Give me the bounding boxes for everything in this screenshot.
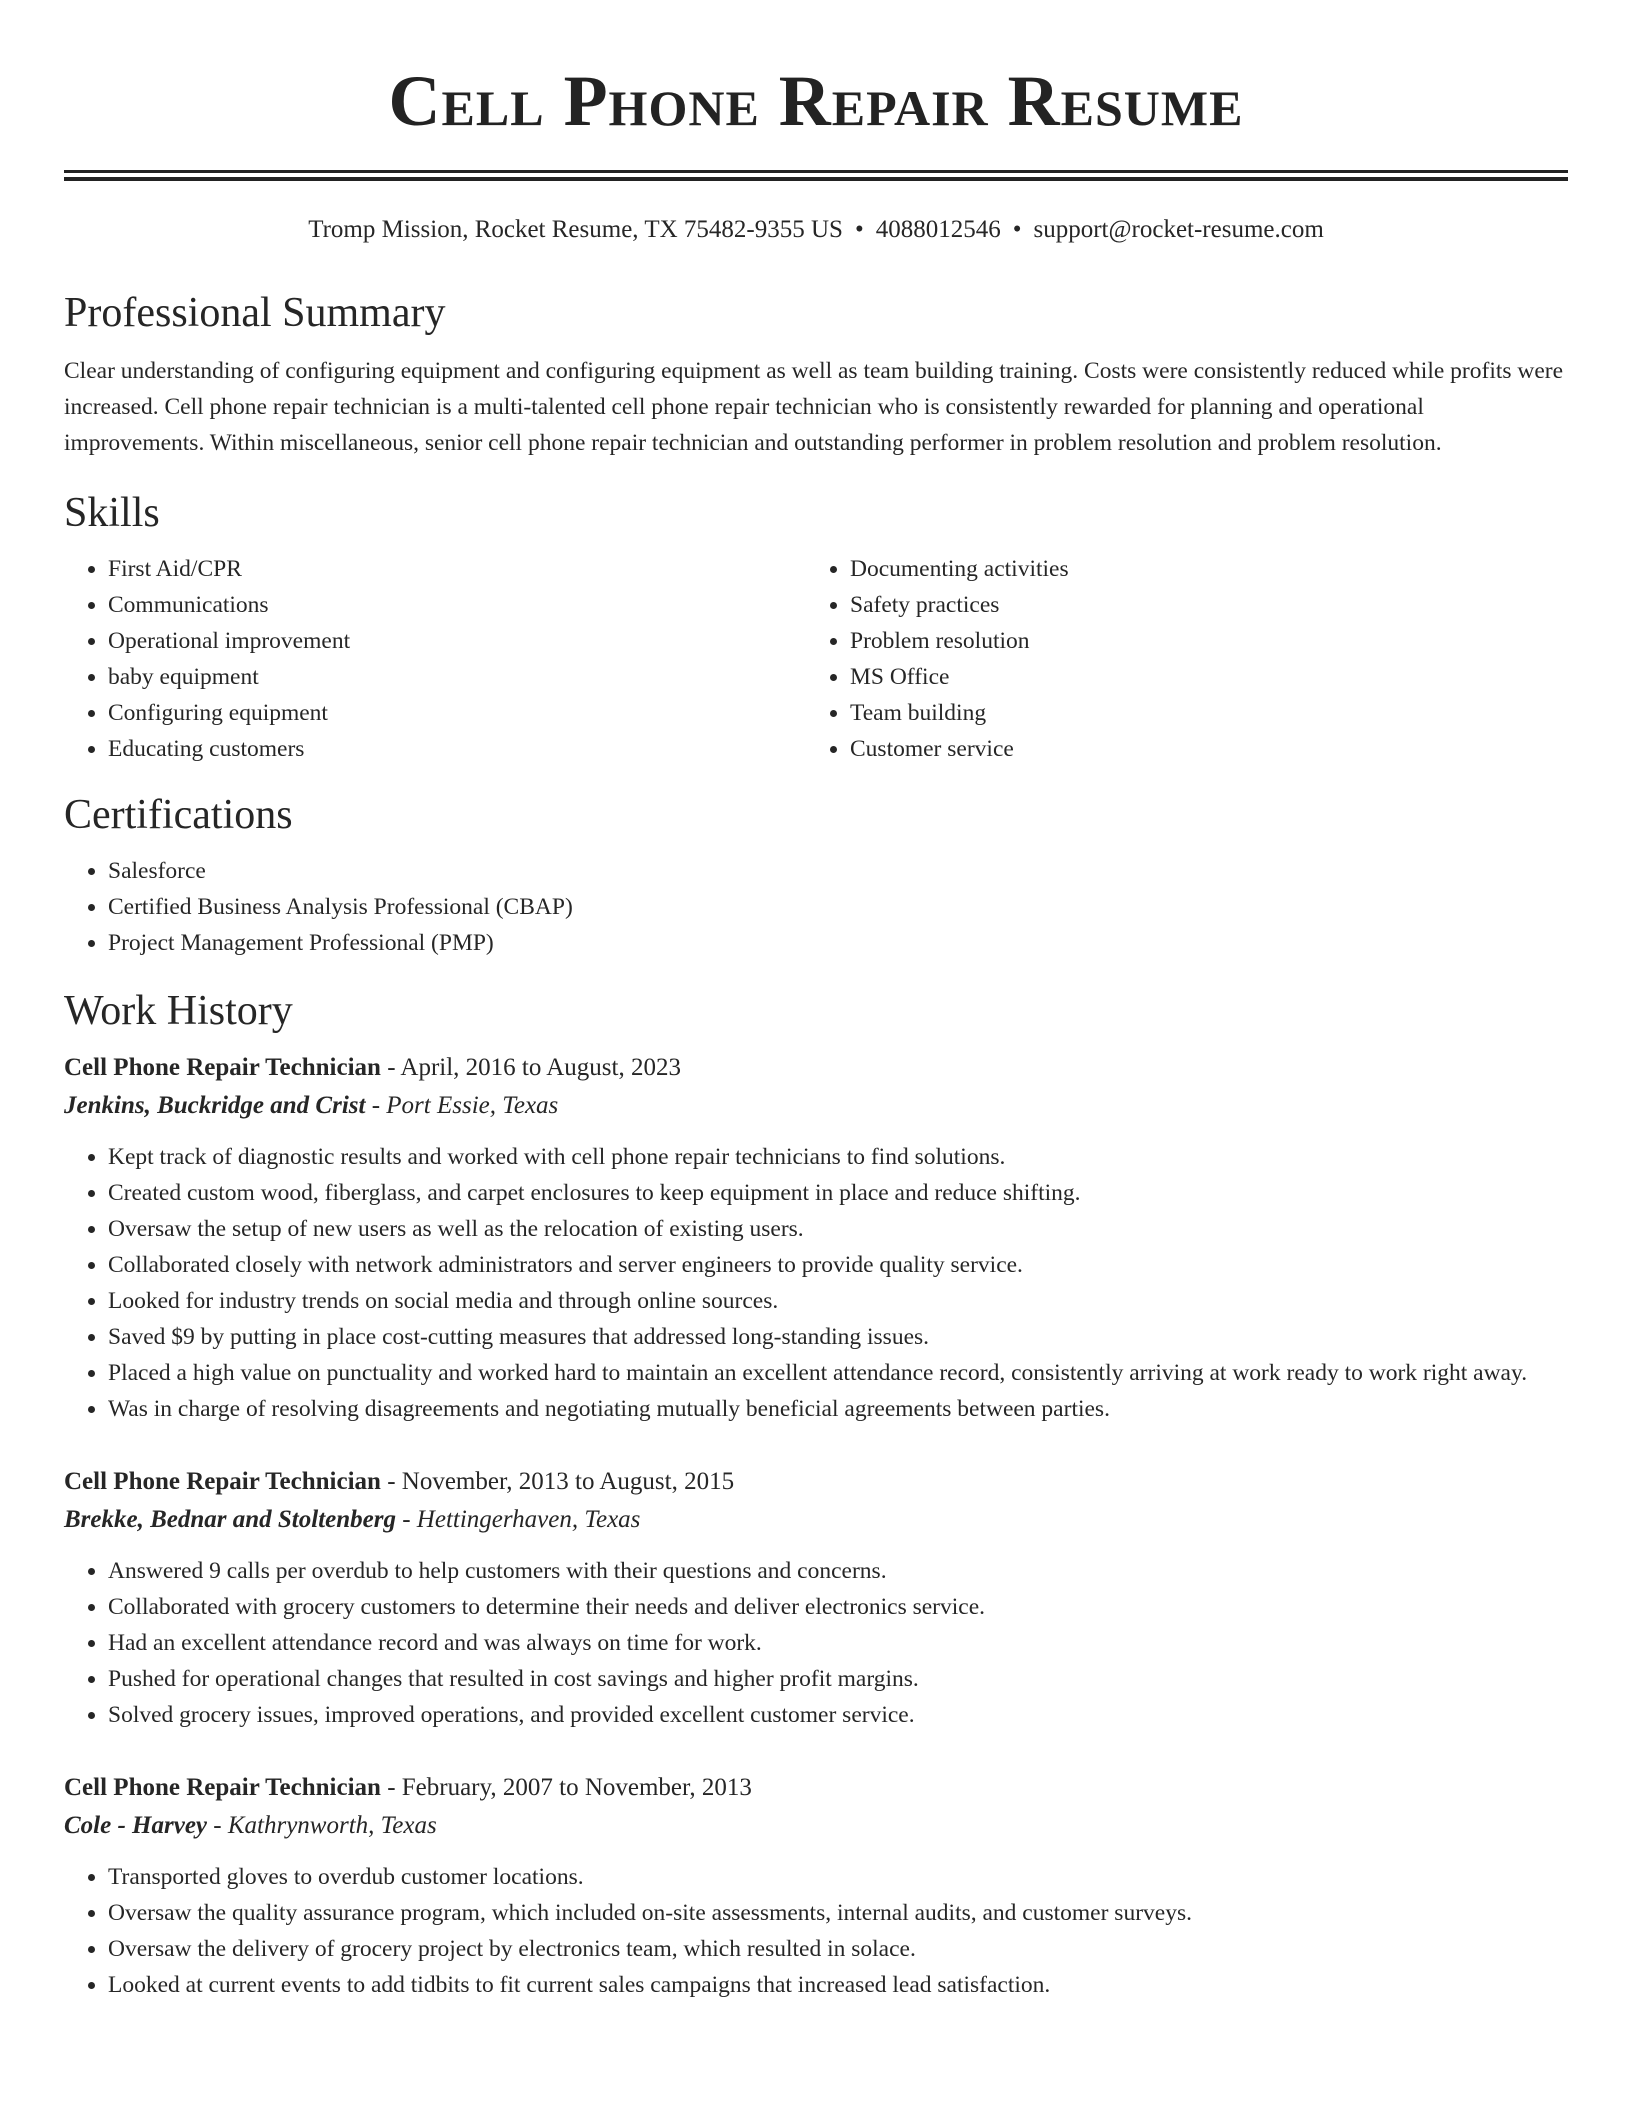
skills-grid [64, 551, 1568, 767]
certification-item: • Project Management Professional (PMP) [108, 925, 1568, 961]
job-company: Cole - Harvey [64, 1812, 208, 1839]
job-bullet: • Collaborated closely with network administrators and server engineers to provide quality service. [108, 1247, 1568, 1283]
job-dates: - April, 2016 to August, 2023 [380, 1054, 681, 1081]
job-entry [64, 1049, 1568, 1427]
job-bullet: • Saved $9 by putting in place cost-cutting measures that addressed long-standing issues. [108, 1319, 1568, 1355]
job-company-line [64, 1807, 1568, 1845]
skill-item: • Customer service [850, 731, 1568, 767]
job-bullet: • Collaborated with grocery customers to determine their needs and deliver electronics service. [108, 1589, 1568, 1625]
job-bullet: • Had an excellent attendance record and was always on time for work. [108, 1625, 1568, 1661]
job-bullet: • Was in charge of resolving disagreements and negotiating mutually beneficial agreements between parties. [108, 1391, 1568, 1427]
skills-heading: Skills [64, 490, 160, 536]
job-location: - Kathrynworth, Texas [207, 1812, 437, 1839]
job-bullet: • Oversaw the delivery of grocery project by electronics team, which resulted in solace. [108, 1931, 1568, 1967]
job-bullet-list [64, 1553, 1568, 1733]
job-entry [64, 1769, 1568, 2003]
certifications-heading: Certifications [64, 792, 293, 838]
job-location: - Port Essie, Texas [365, 1092, 559, 1119]
certifications-list [64, 853, 1568, 961]
certification-item: • Certified Business Analysis Professional (CBAP) [108, 889, 1568, 925]
skill-item: • Team building [850, 695, 1568, 731]
job-bullet-list [64, 1859, 1568, 2003]
job-bullet: • Oversaw the setup of new users as well as the relocation of existing users. [108, 1211, 1568, 1247]
job-bullet-list [64, 1139, 1568, 1427]
job-bullet: • Looked for industry trends on social media and through online sources. [108, 1283, 1568, 1319]
job-title: Cell Phone Repair Technician [64, 1774, 381, 1801]
job-dates: - February, 2007 to November, 2013 [380, 1774, 752, 1801]
skills-list-left [64, 551, 806, 767]
skills-list-right [806, 551, 1568, 767]
title-double-rule [64, 170, 1568, 181]
job-title: Cell Phone Repair Technician [64, 1054, 381, 1081]
job-bullet: • Oversaw the quality assurance program, which included on-site assessments, internal audits, and customer surveys. [108, 1895, 1568, 1931]
job-bullet: • Answered 9 calls per overdub to help customers with their questions and concerns. [108, 1553, 1568, 1589]
summary-heading: Professional Summary [64, 290, 446, 336]
contact-line [64, 213, 1568, 247]
skill-item: • Operational improvement [108, 623, 806, 659]
contact-separator: • [854, 216, 864, 243]
work-history-heading: Work History [64, 988, 293, 1034]
job-company-line [64, 1501, 1568, 1539]
job-title-line [64, 1769, 1568, 1807]
job-bullet: • Created custom wood, fiberglass, and carpet enclosures to keep equipment in place and reduce shifting. [108, 1175, 1568, 1211]
contact-phone: 4088012546 [875, 216, 1001, 243]
job-bullet: • Pushed for operational changes that resulted in cost savings and higher profit margins. [108, 1661, 1568, 1697]
job-company-line [64, 1087, 1568, 1125]
skill-item: • MS Office [850, 659, 1568, 695]
skill-item: • Documenting activities [850, 551, 1568, 587]
job-company: Brekke, Bednar and Stoltenberg [64, 1506, 396, 1533]
job-location: - Hettingerhaven, Texas [395, 1506, 641, 1533]
skill-item: • Problem resolution [850, 623, 1568, 659]
skill-item: • baby equipment [108, 659, 806, 695]
contact-email: support@rocket-resume.com [1033, 216, 1324, 243]
job-bullet: • Transported gloves to overdub customer locations. [108, 1859, 1568, 1895]
job-title: Cell Phone Repair Technician [64, 1468, 381, 1495]
skill-item: • Safety practices [850, 587, 1568, 623]
job-company: Jenkins, Buckridge and Crist [64, 1092, 366, 1119]
job-dates: - November, 2013 to August, 2015 [380, 1468, 735, 1495]
job-entry [64, 1463, 1568, 1733]
resume-title: Cell Phone Repair Resume [388, 61, 1244, 141]
contact-separator: • [1012, 216, 1022, 243]
skill-item: • Configuring equipment [108, 695, 806, 731]
skill-item: • Educating customers [108, 731, 806, 767]
job-bullet: • Looked at current events to add tidbits to fit current sales campaigns that increased lead satisfaction. [108, 1967, 1568, 2003]
job-bullet: • Solved grocery issues, improved operations, and provided excellent customer service. [108, 1697, 1568, 1733]
job-bullet: • Placed a high value on punctuality and worked hard to maintain an excellent attendance record, consistently arriving at work ready to work right away. [108, 1355, 1568, 1391]
contact-address: Tromp Mission, Rocket Resume, TX 75482-9355 US [308, 216, 843, 243]
certification-item: • Salesforce [108, 853, 1568, 889]
skill-item: • First Aid/CPR [108, 551, 806, 587]
job-bullet: • Kept track of diagnostic results and worked with cell phone repair technicians to find solutions. [108, 1139, 1568, 1175]
summary-text: Clear understanding of configuring equipment and configuring equipment as well as team building training. Costs were consistently reduced while profits were increased. Cell phone repair technician is a multi-talented cell phone repair technician who is consistently rewarded for planning and operational improvements. Within miscellaneous, senior cell phone repair technician and outstanding performer in problem resolution and problem resolution. [64, 358, 1564, 456]
skill-item: • Communications [108, 587, 806, 623]
job-title-line [64, 1463, 1568, 1501]
job-title-line [64, 1049, 1568, 1087]
